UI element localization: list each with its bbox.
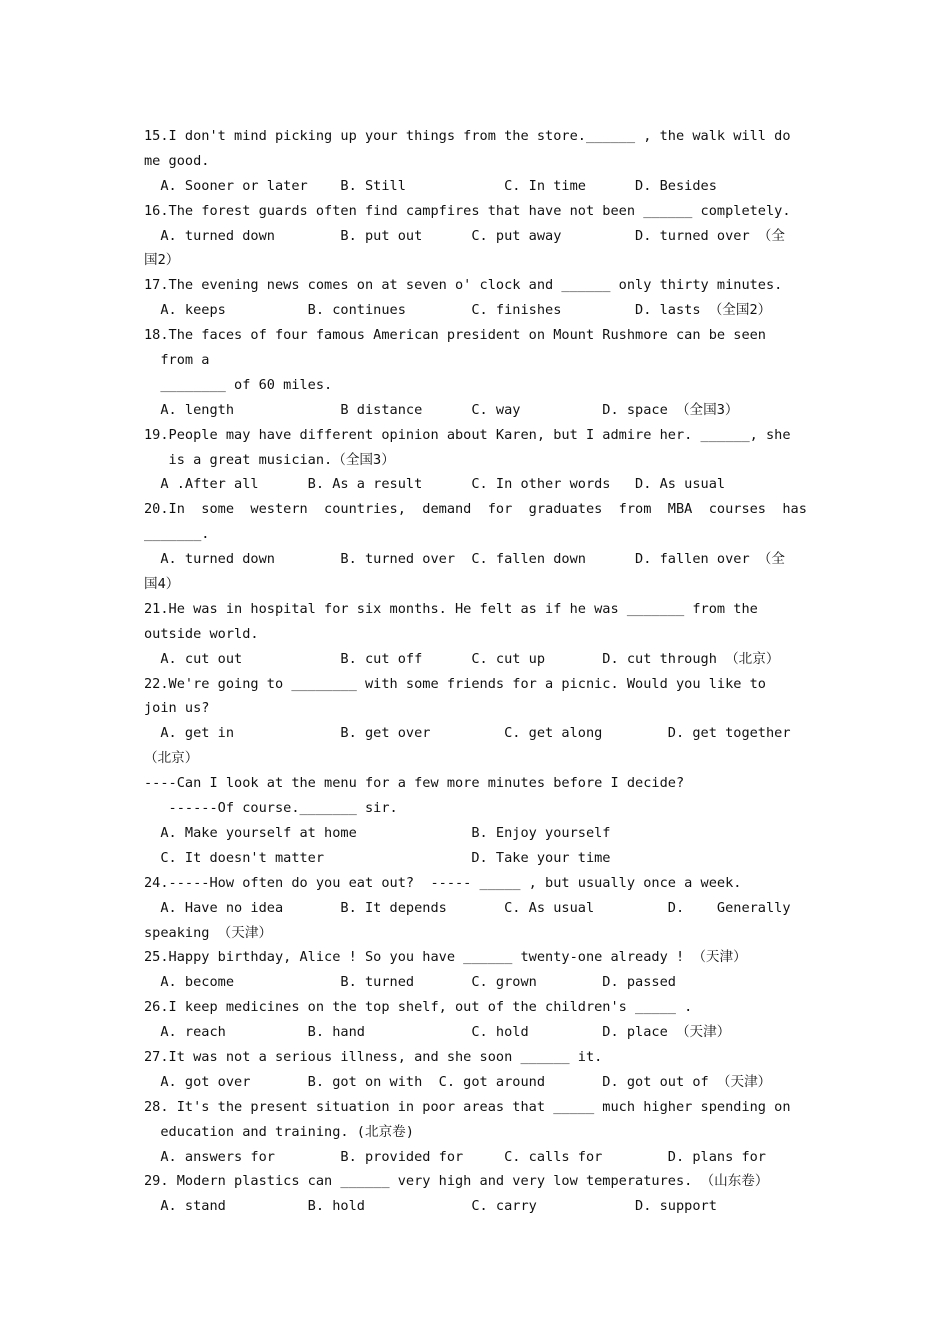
q19-stem-line1: 19.People may have different opinion about Karen, but I admire her. ______, she <box>144 426 791 443</box>
q18-options: A. length B distance C. way D. space （全国3） <box>144 401 739 418</box>
q22-source: （北京） <box>144 750 199 767</box>
q21-options: A. cut out B. cut off C. cut up D. cut through （北京） <box>144 650 780 667</box>
q19-options: A .After all B. As a result C. In other words D. As usual <box>144 476 726 493</box>
q29-stem: 29. Modern plastics can ______ very high and very low temperatures. （山东卷） <box>144 1173 769 1190</box>
q20-stem-line1: 20.In some western countries, demand for graduates from MBA courses has <box>144 501 807 518</box>
q16-options: A. turned down B. put out C. put away D. turned over （全 <box>144 227 785 244</box>
q28-options: A. answers for B. provided for C. calls for D. plans for <box>144 1148 766 1165</box>
q15-stem-line2: me good. <box>144 152 210 169</box>
q24-options: A. Have no idea B. It depends C. As usual D. Generally <box>144 899 791 916</box>
q16-stem: 16.The forest guards often find campfires that have not been ______ completely. <box>144 202 791 219</box>
q19-stem-line2: is a great musician.（全国3） <box>144 451 395 468</box>
q20-options: A. turned down B. turned over C. fallen down D. fallen over （全 <box>144 551 785 568</box>
exercise-page <box>144 124 808 1219</box>
q28-stem-line1: 28. It's the present situation in poor areas that _____ much higher spending on <box>144 1098 791 1115</box>
q17-options: A. keeps B. continues C. finishes D. lasts （全国2） <box>144 302 772 319</box>
q27-options: A. got over B. got on with C. got around D. got out of （天津） <box>144 1073 772 1090</box>
q20-source: 国4） <box>144 576 180 593</box>
q21-stem-line1: 21.He was in hospital for six months. He felt as if he was _______ from the <box>144 600 758 617</box>
q15-options: A. Sooner or later B. Still C. In time D. Besides <box>144 177 717 194</box>
q28-stem-line2: education and training. (北京卷) <box>144 1123 414 1140</box>
q24-stem: 24.-----How often do you eat out? ----- _____ , but usually once a week. <box>144 874 742 891</box>
q23-options-row1: A. Make yourself at home B. Enjoy yourself <box>144 824 611 841</box>
q18-stem-line1: 18.The faces of four famous American president on Mount Rushmore can be seen <box>144 327 766 344</box>
q22-stem-line2: join us? <box>144 700 210 717</box>
q20-stem-line2: _______. <box>144 526 210 543</box>
q23-options-row2: C. It doesn't matter D. Take your time <box>144 849 611 866</box>
q21-stem-line2: outside world. <box>144 625 259 642</box>
q25-stem: 25.Happy birthday, Alice ! So you have ______ twenty-one already ! （天津） <box>144 949 747 966</box>
q25-options: A. become B. turned C. grown D. passed <box>144 974 676 991</box>
q29-options: A. stand B. hold C. carry D. support <box>144 1198 717 1215</box>
q23-dialogue-line2: ------Of course._______ sir. <box>144 800 398 817</box>
q18-stem-line2: from a <box>144 352 210 369</box>
q22-stem-line1: 22.We're going to ________ with some friends for a picnic. Would you like to <box>144 675 766 692</box>
q17-stem: 17.The evening news comes on at seven o' clock and ______ only thirty minutes. <box>144 277 783 294</box>
q22-options: A. get in B. get over C. get along D. get together <box>144 725 791 742</box>
q15-stem-line1: 15.I don't mind picking up your things from the store.______ , the walk will do <box>144 128 791 144</box>
q23-dialogue-line1: ----Can I look at the menu for a few more minutes before I decide? <box>144 775 685 792</box>
q16-source: 国2） <box>144 252 180 269</box>
q27-stem: 27.It was not a serious illness, and she soon ______ it. <box>144 1048 603 1065</box>
q18-stem-line3: ________ of 60 miles. <box>144 376 333 393</box>
q26-options: A. reach B. hand C. hold D. place （天津） <box>144 1024 731 1041</box>
q24-options-cont: speaking （天津） <box>144 924 273 941</box>
q26-stem: 26.I keep medicines on the top shelf, out of the children's _____ . <box>144 999 693 1016</box>
